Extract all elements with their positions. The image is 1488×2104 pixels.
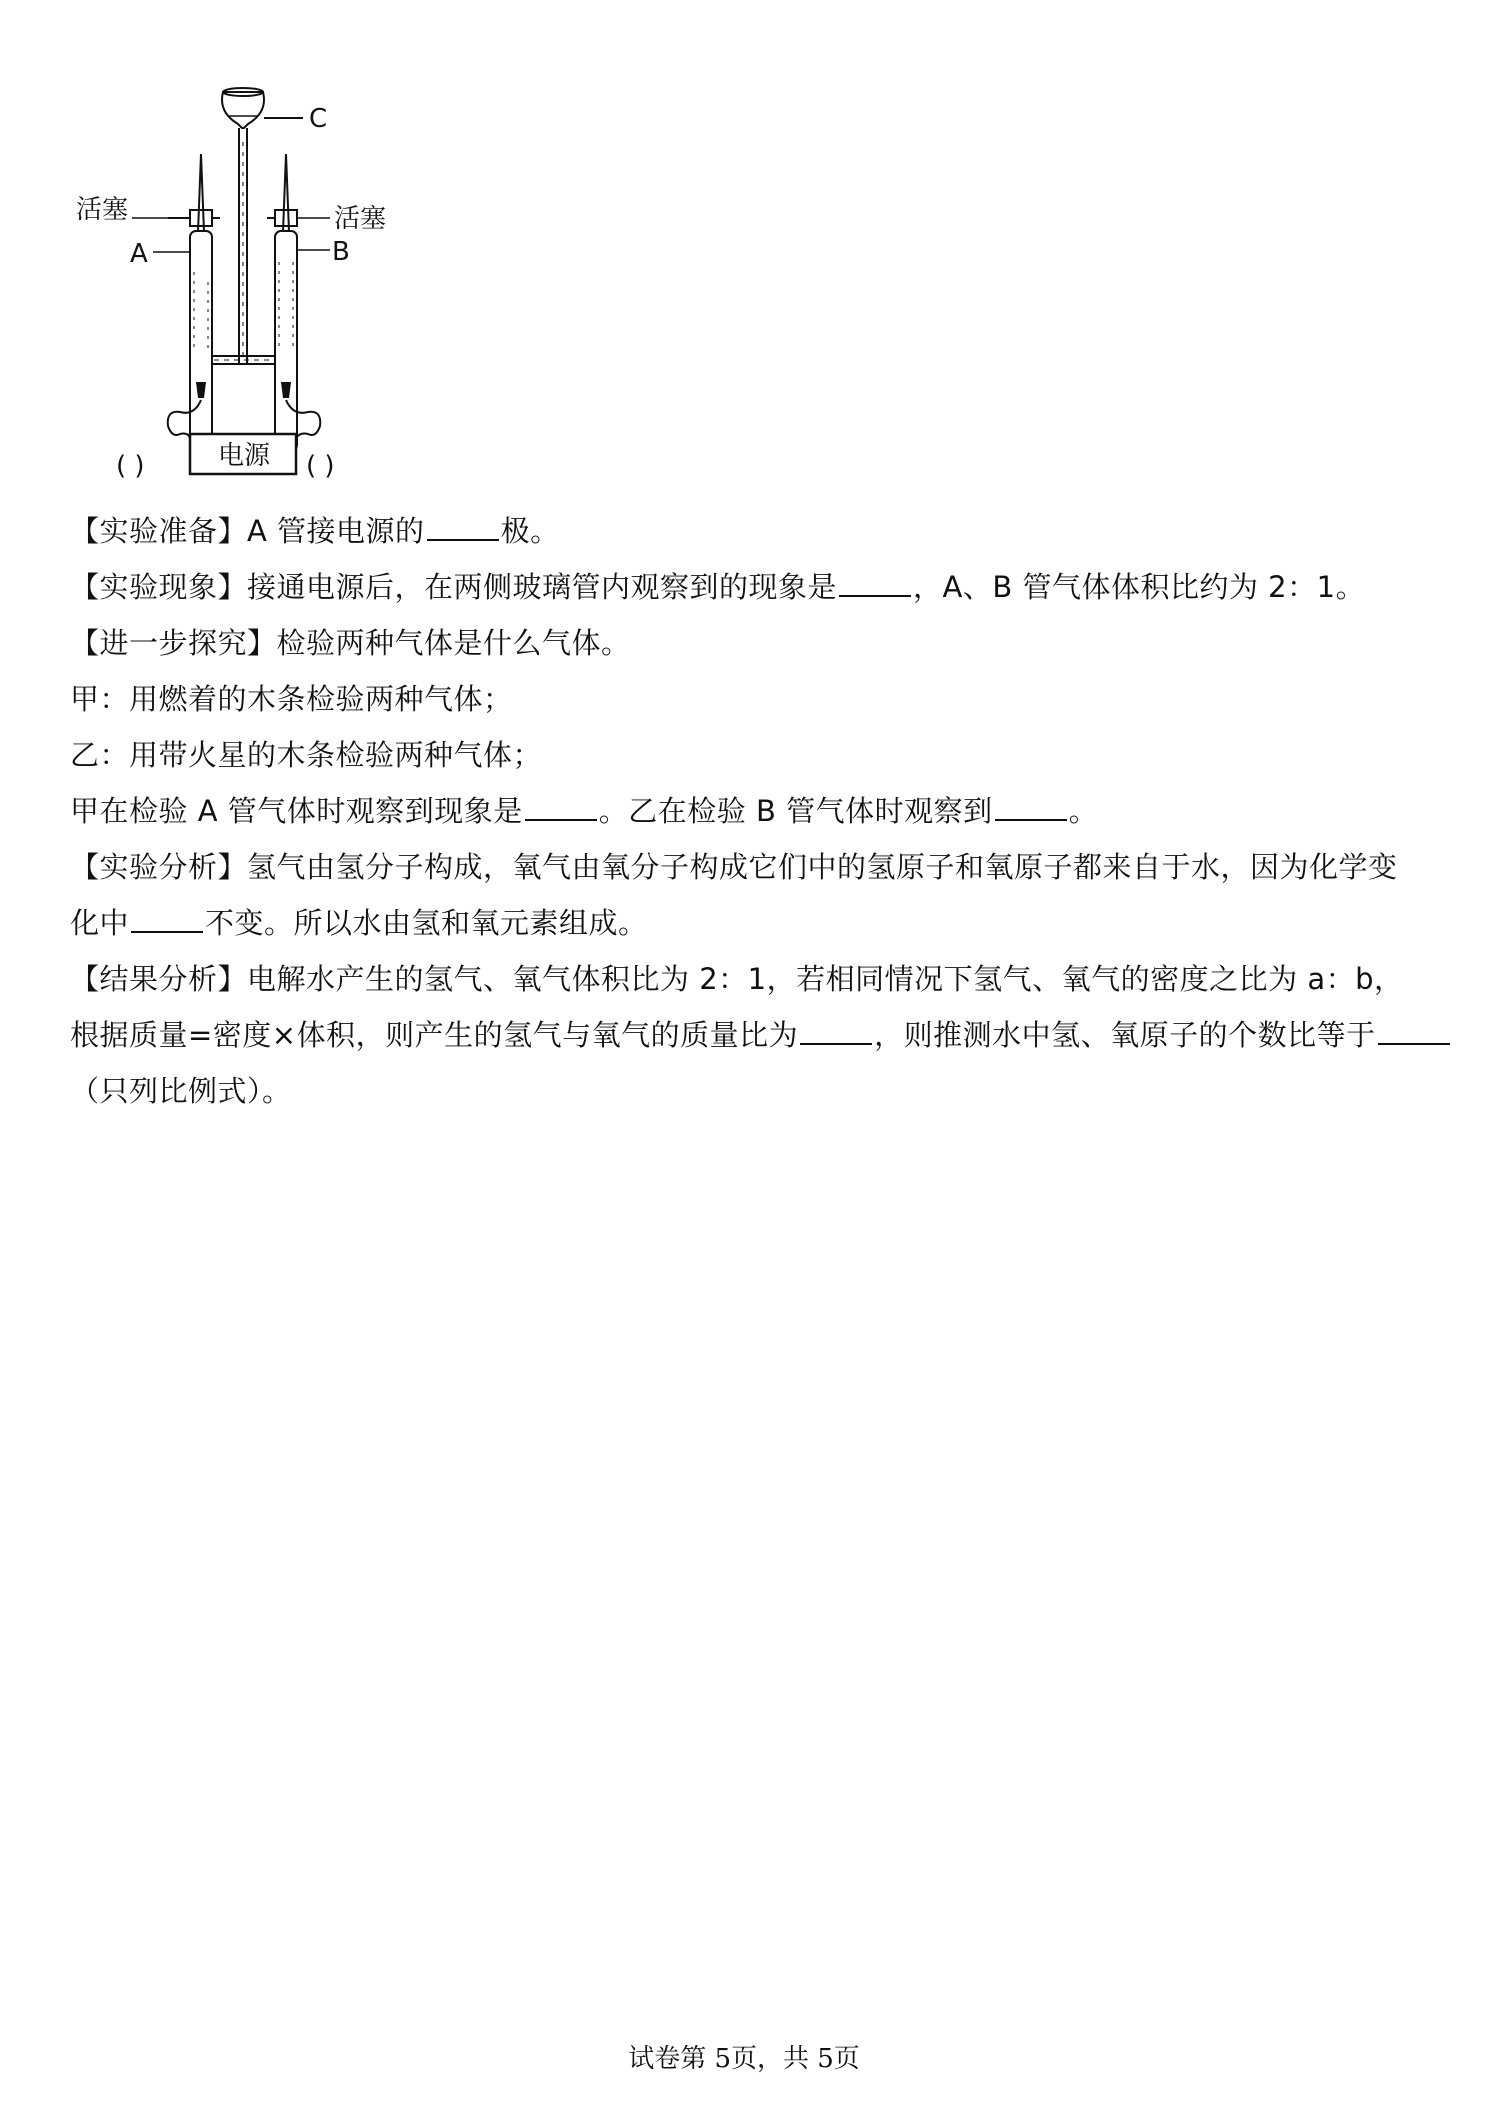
answer-blank xyxy=(995,793,1067,821)
answer-blank xyxy=(1378,1017,1450,1045)
label-a: A xyxy=(130,239,148,269)
answer-blank xyxy=(427,513,499,541)
experiment-analysis-line: 【实验分析】氢气由氢分子构成，氧气由氧分子构成它们中的氢原子和氧原子都来自于水，因为化学变 xyxy=(70,850,1398,884)
question-text xyxy=(70,503,1430,1119)
power-supply-label: 电源 xyxy=(218,441,271,471)
label-b: B xyxy=(332,237,350,267)
further-inquiry-line: 【进一步探究】检验两种气体是什么气体。 xyxy=(70,626,631,660)
answer-blank xyxy=(800,1017,872,1045)
left-terminal-label: ( ) xyxy=(116,451,145,481)
answer-blank xyxy=(839,569,911,597)
electrolysis-apparatus-diagram xyxy=(68,82,398,492)
valve-label-right: 活塞 xyxy=(334,204,387,234)
answer-blank xyxy=(525,793,597,821)
method-b-line: 乙：用带火星的木条检验两种气体； xyxy=(70,738,543,772)
experiment-phenomenon-line: 【实验现象】接通电源后，在两侧玻璃管内观察到的现象是 ，A、B 管气体体积比约为 2：1。 xyxy=(70,570,1366,604)
label-c: C xyxy=(309,104,328,134)
result-analysis-line-3: （只列比例式）。 xyxy=(70,1074,292,1108)
answer-blank xyxy=(131,905,203,933)
right-terminal-label: ( ) xyxy=(306,451,335,481)
method-a-line: 甲：用燃着的木条检验两种气体； xyxy=(70,682,513,716)
experiment-analysis-line-2: 化中 不变。所以水由氢和氧元素组成。 xyxy=(70,906,648,940)
experiment-preparation-line: 【实验准备】A 管接电源的 极。 xyxy=(70,514,560,548)
result-analysis-line: 【结果分析】电解水产生的氢气、氧气体积比为 2：1，若相同情况下氢气、氧气的密度之比为 a：b， xyxy=(70,962,1404,996)
observation-line: 甲在检验 A 管气体时观察到现象是 。乙在检验 B 管气体时观察到 。 xyxy=(70,794,1099,828)
valve-label-left: 活塞 xyxy=(76,195,129,225)
result-analysis-line-2: 根据质量=密度×体积，则产生的氢气与氧气的质量比为 ，则推测水中氢、氧原子的个数比等于 xyxy=(70,1007,1430,1063)
page-footer: 试卷第 5页，共 5页 xyxy=(628,2044,860,2074)
